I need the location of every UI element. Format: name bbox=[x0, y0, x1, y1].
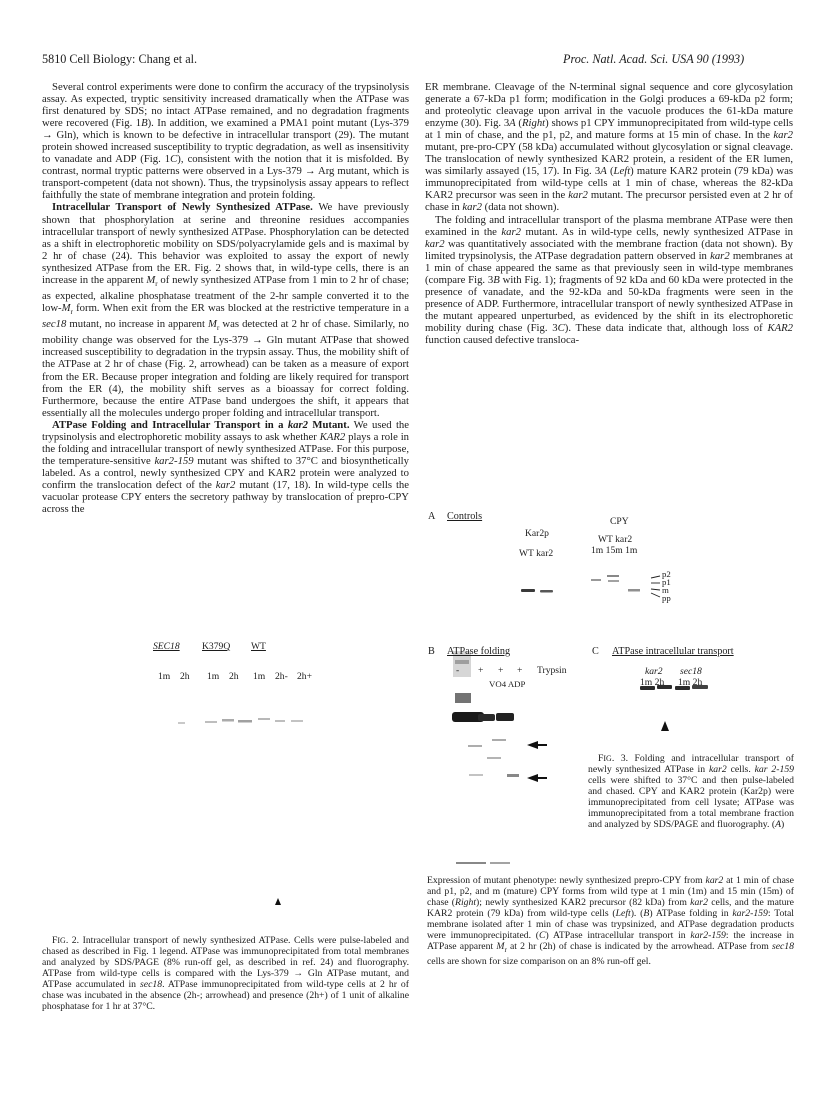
fig3a-marker-p1: p1 bbox=[662, 577, 671, 587]
fig3a-kar2p-lanes: WT kar2 bbox=[519, 548, 554, 559]
fig3a-cpy-bands bbox=[591, 575, 640, 592]
fig3c-title: ATPase intracellular transport bbox=[612, 646, 734, 657]
fig2-lane-7: 2h+ bbox=[297, 671, 313, 682]
fig3a-letter: A bbox=[428, 511, 436, 522]
fig3c-arrowhead bbox=[661, 721, 669, 731]
fig3-caption-side: FIG. 3. Folding and intracellular transport of newly synthesized ATPase in kar2 cells. kar 2-159 cells were shifted to 37°C and then pulse-labeled and chased. CPY and KAR2 protein (Kar2p) were immunoprecipitated from cell lysate; ATPase was immunoprecipitated from a total membrane fraction and analyzed by SDS/PAGE and fluorography. (A) bbox=[588, 753, 795, 831]
fig2-lane-3: 1m bbox=[207, 671, 220, 682]
fig3a-marker-p2: p2 bbox=[662, 569, 671, 579]
fig3a-title: Controls bbox=[447, 511, 483, 522]
fig3c-lanes-sec18: 1m 2h bbox=[678, 677, 703, 688]
fig3b-letter: B bbox=[428, 646, 435, 657]
fig3b-trypsin-plus-2: + bbox=[498, 665, 504, 676]
fig3b-trypsin-plus-1: + bbox=[478, 665, 484, 676]
left-column-text: Several control experiments were done to confirm the accuracy of the trypsinolysis assay. As expected, tryptic sensitivity increased dramatically when the ATPase was first denatured by SDS; no intact ATPase remained, and no degradation fragments were recovered (Fig. 1B). In addition, we examined a PMA1 point mutant (Lys-379 → Gln), which is known to be defective in intracellular transport (29). The mutant protein showed increased susceptibility to tryptic degradation, as well as insensitivity to vanadate and ADP (Fig. 1C), consistent with the notion that it is misfolded. By contrast, normal tryptic patterns were observed in a Lys-379 → Arg mutant, which is transport-competent (data not shown). Thus, the trypsinolysis assay appears to reflect faithfully the state of membrane integration and protein folding. Intracellular Transport of Newly Synthesized ATPase. We have previously shown that phosphorylation at serine and threonine residues accompanies intracellular transport of newly synthesized ATPase. Phosphorylation can be detected as a shift in electrophoretic mobility on SDS/polyacrylamide gels and is maximal by 2 hr of chase (24). This behavior was exploited to assay the export of newly synthesized ATPase from the ER. Fig. 2 shows that, in wild-type cells, there is an increase in the apparent $M_r$ of newly synthesized ATPase from 1 min to 2 hr of chase; as expected, alkaline phosphatase treatment of the 2-hr sample converted it to the low-$M_r$ form. When exit from the ER was blocked at the restrictive temperature in a sec18 mutant, no increase in apparent $M_r$ was detected at 2 hr of chase. Similarly, no mobility change was observed for the Lys-379 → Gln mutant ATPase that showed increased susceptibility to degradation in the trypsin assay. Thus, the mobility shift of the ATPase at 2 hr of chase (Fig. 2, arrowhead) can be taken as a measure of export from the ER. Because proper integration and folding are likely required for transport from the ER (4), the mobility shift serves as a bioassay for correct folding. Furthermore, because the entire ATPase band undergoes the shift, it appears that essentially all the molecules undergo proper folding and intracellular transport. ATPase Folding and Intracellular Transport in a kar2 Mutant. We used the trypsinolysis and electrophoretic mobility assays to ask whether KAR2 plays a role in the folding and intracellular transport of newly synthesized ATPase. For this purpose, the temperature-sensitive kar2-159 mutant was shifted to 37°C and biosynthetically labeled. As a control, newly synthesized CPY and KAR2 protein were analyzed to confirm the translocation defect of the kar2 mutant (17, 18). In wild-type cells the vacuolar protease CPY enters the secretory pathway by translocation of prepro-CPY across the bbox=[42, 81, 410, 516]
right-column-text: ER membrane. Cleavage of the N-terminal signal sequence and core glycosylation generate a 67-kDa p1 form; modification in the Golgi produces a 69-kDa p2 form; and proteolytic cleavage upon arrival in the vacuole produces the 61-kDa mature enzyme (30). Fig. 3A (Right) shows p1 CPY immunoprecipitated from wild-type cells at 1 min of chase, and the p1, p2, and mature forms at 15 min of chase. In the kar2 mutant, pre-pro-CPY (58 kDa) accumulated without glycosylation or signal cleavage. The translocation of newly synthesized KAR2 protein, a resident of the ER lumen, was similarly assayed (15, 17). In Fig. 3A (Left) mature KAR2 protein (79 kDa) was immunoprecipitated from wild-type cells at 1 min of chase, whereas the 82-kDa KAR2 precursor was seen in the kar2 mutant. The precursor persisted even at 2 hr of chase in kar2 (data not shown). The folding and intracellular transport of the plasma membrane ATPase were then examined in the kar2 mutant. As in wild-type cells, newly synthesized ATPase in kar2 was quantitatively associated with the membrane fraction (data not shown). By limited trypsinolysis, the ATPase degradation pattern observed in kar2 membranes at 1 min of chase appeared the same as that previously seen in wild-type membranes (compare Fig. 3B with Fig. 1); fragments of 92 kDa and 60 kDa were protected in the presence of vanadate, and the 92-kDa and 50-kDa fragments were seen in the presence of ADP. Furthermore, intracellular transport of newly synthesized ATPase in the mutant appeared unperturbed, as evidenced by the shift in its electrophoretic mobility during chase (Fig. 3C). These data indicate that, although loss of KAR2 function caused defective transloca- bbox=[425, 81, 794, 346]
fig3a-kar2p-bands bbox=[521, 589, 553, 593]
fig3c-lanes-kar2: 1m 2h bbox=[640, 677, 665, 688]
fig3b-treatments: VO4 ADP bbox=[489, 679, 526, 689]
running-header-left: 5810 Cell Biology: Chang et al. bbox=[42, 52, 198, 66]
fig2-caption: FIG. 2. Intracellular transport of newly synthesized ATPase. Cells were pulse-labeled and chased as described in Fig. 1 legend. ATPase was immunoprecipitated from total membranes and analyzed by SDS/PAGE (8% run-off gel, as described in ref. 24) and fluorography. ATPase from wild-type cells is compared with the Lys-379 → Gln ATPase mutant, and ATPase accumulated in sec18. ATPase immunoprecipitated from wild-type cells at 2 hr of chase was incubated in the absence (2h-; arrowhead) and presence (2h+) of 1 unit of alkaline phosphatase for 1 hr at 37°C. bbox=[42, 935, 409, 1013]
fig3a-cpy-groups: WT kar2 bbox=[598, 534, 633, 545]
fig3a-marker-m: m bbox=[662, 585, 669, 595]
fig3c-letter: C bbox=[592, 646, 599, 657]
fig2-label-sec18: SEC18 bbox=[153, 641, 180, 652]
fig2-label-wt: WT bbox=[251, 641, 266, 652]
fig3b-trypsin-plus-3: + bbox=[517, 665, 523, 676]
running-header-right: Proc. Natl. Acad. Sci. USA 90 (1993) bbox=[563, 52, 745, 66]
fig3b-trypsin-minus: - bbox=[456, 665, 460, 676]
fig3b-trypsin-label: Trypsin bbox=[537, 665, 567, 676]
fig3a-cpy-label: CPY bbox=[610, 516, 629, 527]
fig3a-marker-pp: pp bbox=[662, 593, 671, 603]
fig3c-group-sec18: sec18 bbox=[680, 666, 702, 677]
fig2-lane-6: 2h- bbox=[275, 671, 288, 682]
fig3a-cpy-lanes: 1m 15m 1m bbox=[591, 545, 638, 556]
fig2-lane-4: 2h bbox=[229, 671, 239, 682]
fig2-lane-2: 2h bbox=[180, 671, 190, 682]
fig2-lane-5: 1m bbox=[253, 671, 266, 682]
fig3c-group-kar2: kar2 bbox=[645, 666, 663, 677]
fig3a-marker-ticks bbox=[651, 576, 660, 597]
fig2-arrowhead bbox=[275, 898, 281, 905]
fig2-label-k379q: K379Q bbox=[202, 641, 231, 652]
fig3a-kar2p-label: Kar2p bbox=[525, 528, 549, 539]
fig2-lane-1: 1m bbox=[158, 671, 171, 682]
fig3-caption-bottom: Expression of mutant phenotype: newly synthesized prepro-CPY from kar2 at 1 min of chase and p1, p2, and m (mature) CPY forms from wild type at 1 min (1m) and 15 min (15m) of chase (Right); newly synthesized KAR2 precursor (82 kDa) from kar2 cells, and the mature KAR2 protein (79 kDa) from wild-type cells (Left). (B) ATPase folding in kar2-159: Total membrane isolated after 1 min of chase was trypsinized, and ATPase degradation products were immunoprecipitated. (C) ATPase intracellular transport in kar2-159: the increase in ATPase apparent $M_r$ at 2 hr (2h) of chase is indicated by the arrowhead. ATPase from sec18 cells are shown for size comparison on an 8% run-off gel. bbox=[427, 875, 794, 968]
fig3b-title: ATPase folding bbox=[447, 646, 511, 657]
fig2-gel-bands bbox=[178, 718, 303, 724]
fig3b-arrows bbox=[527, 741, 547, 782]
